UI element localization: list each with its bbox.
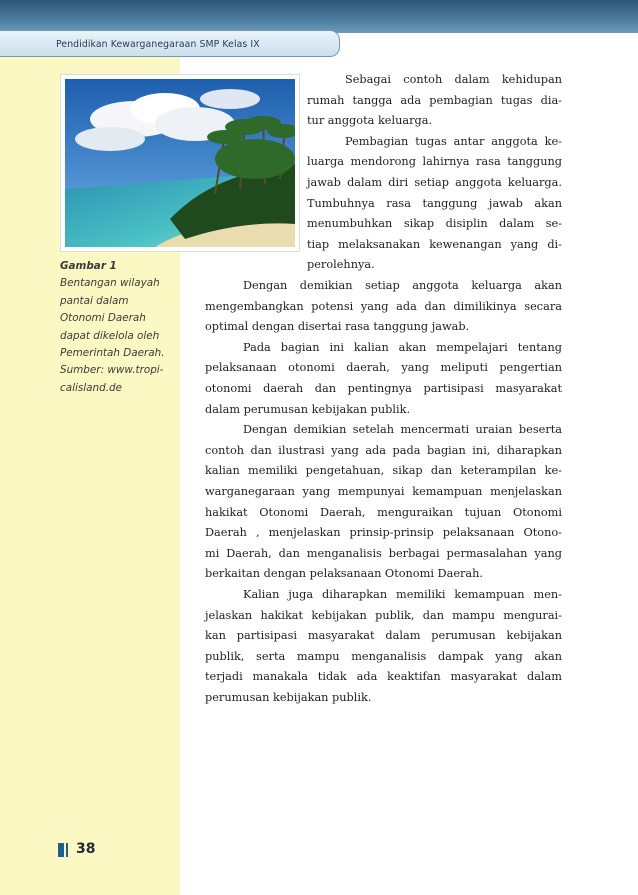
figure-caption bbox=[60, 258, 175, 397]
beach-photo bbox=[60, 74, 300, 252]
text-line: Daerah , menjelaskan prinsip-prinsip pelaksanaan Otono- bbox=[205, 526, 562, 540]
page-number-marker-thin bbox=[66, 843, 68, 857]
text-line: hakikat Otonomi Daerah, menguraikan tujuan Otonomi bbox=[205, 505, 562, 519]
text-line: rumah tangga ada pembagian tugas dia- bbox=[307, 93, 562, 107]
text-line: dalam perumusan kebijakan publik. bbox=[205, 402, 411, 416]
text-line: Pada bagian ini kalian akan mempelajari tentang bbox=[243, 340, 562, 354]
caption-line: pantai dalam bbox=[60, 294, 129, 307]
text-line: kalian memiliki pengetahuan, sikap dan keterampilan ke- bbox=[205, 464, 562, 478]
text-line: terjadi manakala tidak ada keaktifan masyarakat dalam bbox=[205, 670, 562, 684]
text-line: tiap melaksanakan kewenangan yang di- bbox=[307, 237, 562, 251]
text-line: luarga mendorong lahirnya rasa tanggung bbox=[307, 155, 562, 169]
text-line: Tumbuhnya rasa tanggung jawab akan bbox=[307, 196, 562, 210]
text-line: Sebagai contoh dalam kehidupan bbox=[345, 73, 562, 86]
text-line: optimal dengan disertai rasa tanggung jawab. bbox=[205, 320, 470, 334]
text-line: Dengan demikian setelah mencermati uraian beserta bbox=[243, 423, 562, 437]
text-line: Pembagian tugas antar anggota ke- bbox=[345, 134, 562, 148]
page-number: 38 bbox=[76, 841, 96, 857]
text-line: mengembangkan potensi yang ada dan dimilikinya secara bbox=[205, 299, 562, 313]
top-band bbox=[0, 0, 638, 33]
text-line: warganegaraan yang mempunyai kemampuan menjelaskan bbox=[205, 484, 562, 498]
text-line: mi Daerah, dan menganalisis berbagai permasalahan yang bbox=[205, 546, 562, 560]
caption-line: dapat dikelola oleh bbox=[60, 329, 160, 342]
page-number-marker bbox=[58, 843, 64, 857]
text-line: jawab dalam diri setiap anggota keluarga. bbox=[307, 175, 562, 189]
text-line: contoh dan ilustrasi yang ada pada bagian ini, diharapkan bbox=[205, 443, 562, 457]
text-line: jelaskan hakikat kebijakan publik, dan mampu mengurai- bbox=[205, 608, 562, 622]
caption-line: Pemerintah Daerah. bbox=[60, 347, 165, 360]
text-line: Dengan demikian setiap anggota keluarga akan bbox=[243, 279, 562, 292]
text-line: otonomi daerah dan pentingnya partisipasi masyarakat bbox=[205, 381, 562, 395]
caption-line: calisland.de bbox=[60, 381, 122, 394]
text-line: kan partisipasi masyarakat dalam perumusan kebijakan bbox=[205, 629, 562, 643]
text-line: tur anggota keluarga. bbox=[307, 114, 433, 128]
text-line: menumbuhkan sikap disiplin dalam se- bbox=[307, 217, 562, 231]
caption-line: Bentangan wilayah bbox=[60, 277, 160, 290]
text-line: pelaksanaan otonomi daerah, yang meliputi pengertian bbox=[205, 361, 562, 375]
caption-line: Sumber: www.tropi- bbox=[60, 364, 164, 377]
text-line: publik, serta mampu menganalisis dampak yang akan bbox=[205, 649, 562, 663]
text-line: Kalian juga diharapkan memiliki kemampuan men- bbox=[243, 587, 562, 601]
book-title: Pendidikan Kewarganegaraan SMP Kelas IX bbox=[56, 39, 260, 50]
right-column-text bbox=[307, 70, 562, 276]
caption-line: Otonomi Daerah bbox=[60, 312, 146, 325]
header-bar bbox=[0, 30, 340, 57]
caption-line: Gambar 1 bbox=[60, 260, 117, 272]
text-line: perolehnya. bbox=[307, 258, 375, 272]
text-line: perumusan kebijakan publik. bbox=[205, 690, 372, 704]
text-line: berkaitan dengan pelaksanaan Otonomi Daerah. bbox=[205, 567, 484, 581]
beach-photo-illustration bbox=[65, 79, 295, 247]
main-column-text bbox=[205, 276, 562, 708]
